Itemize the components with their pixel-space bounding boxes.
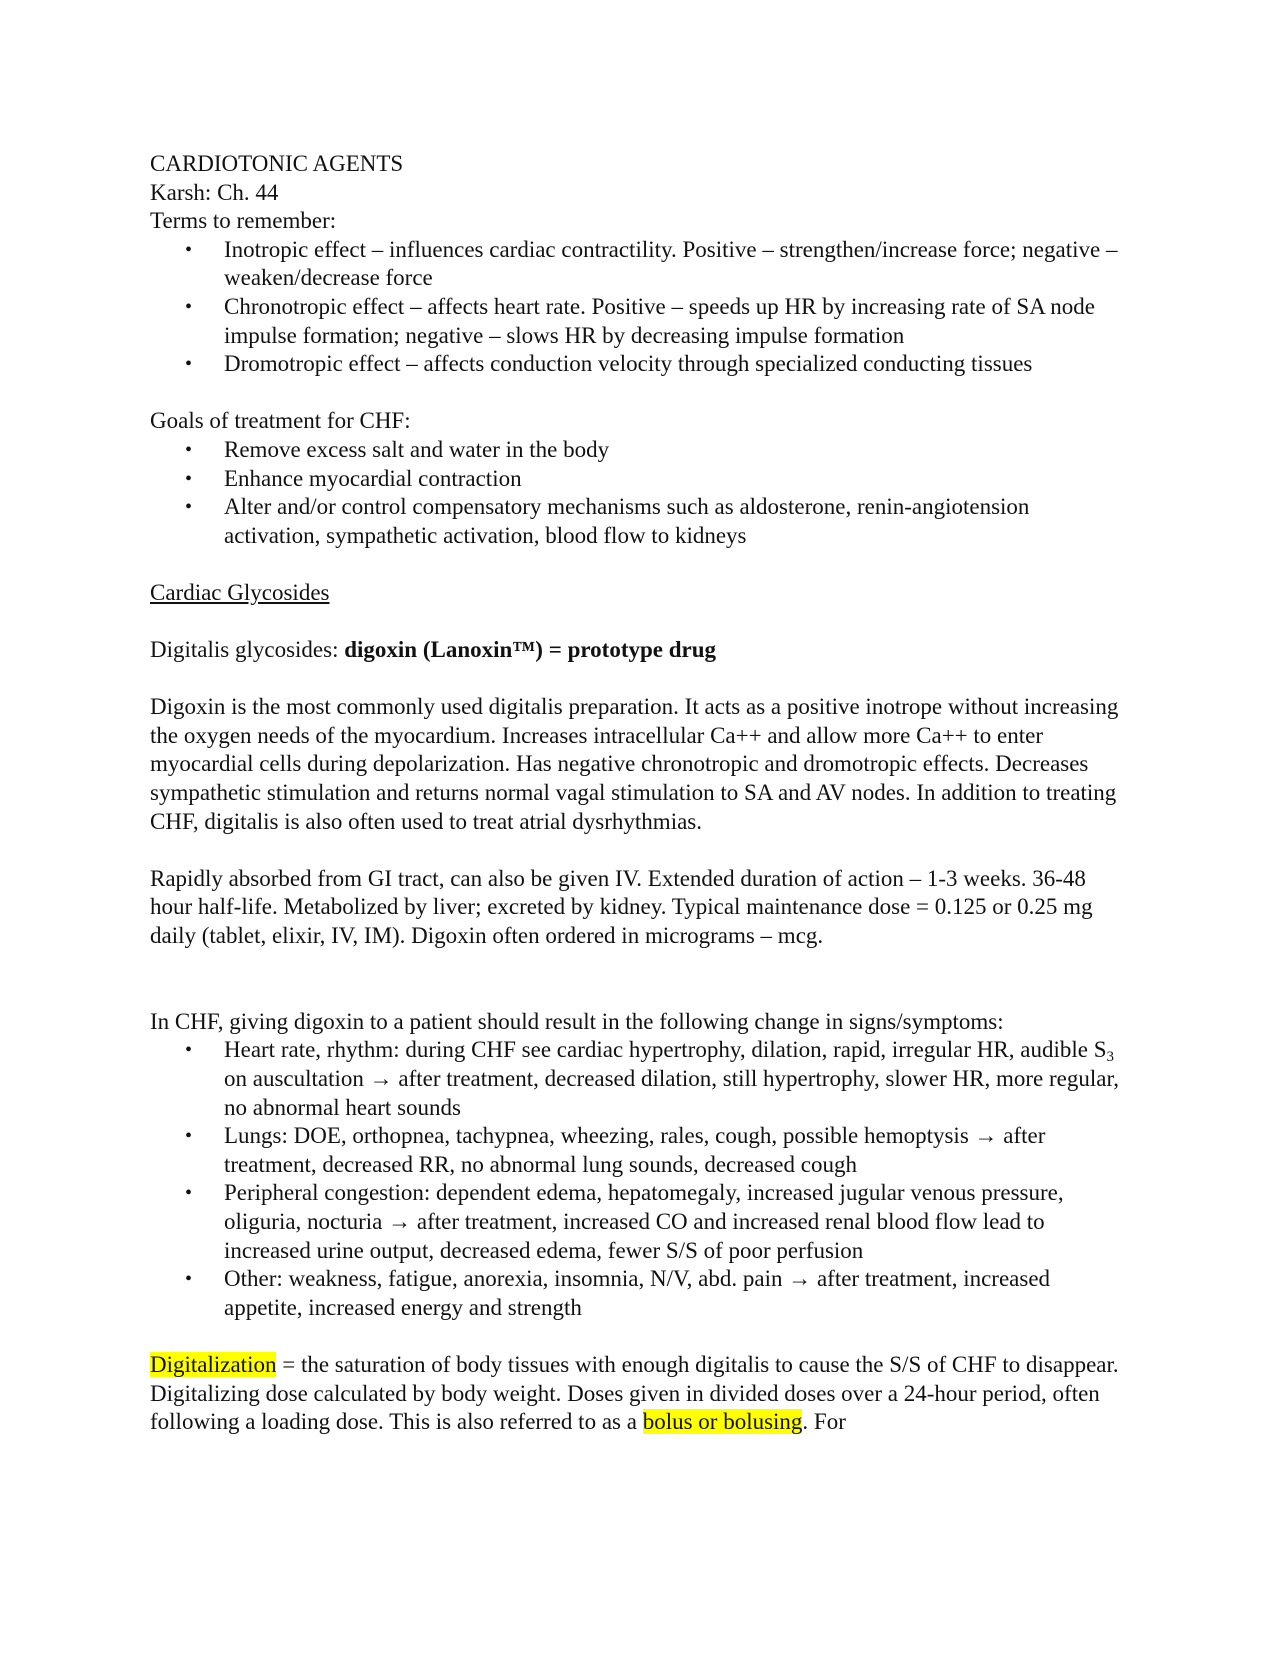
prototype-drug: digoxin (Lanoxin™) = prototype drug: [344, 637, 717, 663]
goals-heading: Goals of treatment for CHF:: [150, 408, 411, 434]
terms-list: [150, 236, 1130, 379]
list-item: • Chronotropic effect – affects heart rate. Positive – speeds up HR by increasing rate of SA node impulse formation; negative – slows HR by decreasing impulse formation: [185, 293, 1095, 348]
document-title: CARDIOTONIC AGENTS: [150, 151, 404, 176]
bullet-icon: •: [185, 1039, 193, 1062]
list-item: • Peripheral congestion: dependent edema, hepatomegaly, increased jugular venous pressure, oliguria, nocturia → after treatment, increased CO and increased renal blood flow lead to increased urine output, decreased edema, fewer S/S of poor perfusion: [185, 1180, 1064, 1263]
chf-signs-heading: In CHF, giving digoxin to a patient should result in the following change in signs/symptoms:: [150, 1008, 1004, 1034]
chf-signs-list: [150, 1036, 1130, 1322]
bullet-icon: •: [185, 295, 193, 318]
digoxin-paragraph: Digoxin is the most commonly used digitalis preparation. It acts as a positive inotrope without increasing the oxygen needs of the myocardium. Increases intracellular Ca++ and allow more Ca++ to enter myocardial cells during depolarization. Has negative chronotropic and dromotropic effects. Decreases sympathetic stimulation and returns normal vagal stimulation to SA and AV nodes. In addition to treating CHF, digitalis is also often used to treat atrial dysrhythmias.: [150, 694, 1119, 834]
right-arrow-icon: →: [788, 1266, 812, 1292]
right-arrow-icon: →: [974, 1123, 998, 1149]
digitalis-line: Digitalis glycosides: digoxin (Lanoxin™) = prototype drug: [150, 637, 717, 663]
terms-heading: Terms to remember:: [150, 208, 337, 234]
list-item: • Other: weakness, fatigue, anorexia, insomnia, N/V, abd. pain → after treatment, increased appetite, increased energy and strength: [185, 1266, 1051, 1320]
pharmacokinetics-paragraph: Rapidly absorbed from GI tract, can also be given IV. Extended duration of action – 1-3 weeks. 36-48 hour half-life. Metabolized by liver; excreted by kidney. Typical maintenance dose = 0.125 or 0.25 mg daily (tablet, elixir, IV, IM). Digoxin often ordered in micrograms – mcg.: [150, 865, 1093, 949]
bullet-icon: •: [185, 1125, 193, 1148]
chapter-reference: Karsh: Ch. 44: [150, 179, 279, 205]
right-arrow-icon: →: [369, 1066, 393, 1091]
list-item: • Alter and/or control compensatory mechanisms such as aldosterone, renin-angiotension activation, sympathetic activation, blood flow to kidneys: [185, 494, 1030, 548]
bullet-icon: •: [185, 1182, 193, 1205]
right-arrow-icon: →: [388, 1208, 412, 1234]
bullet-icon: •: [185, 467, 193, 490]
bullet-icon: •: [185, 438, 193, 461]
highlighted-term: Digitalization: [150, 1351, 277, 1377]
highlighted-bolus: bolus or bolusing: [642, 1409, 803, 1435]
list-item: • Inotropic effect – influences cardiac contractility. Positive – strengthen/increase force; negative – weaken/decrease force: [185, 236, 1118, 291]
list-item: • Enhance myocardial contraction: [150, 465, 1130, 494]
bullet-icon: •: [185, 1268, 193, 1291]
goals-list: [150, 436, 1130, 550]
bullet-icon: •: [185, 238, 193, 261]
digitalization-paragraph: Digitalization = the saturation of body tissues with enough digitalis to cause the S/S of CHF to disappear. Digitalizing dose calculated by body weight. Doses given in divided doses over a 24-hour period, often following a loading dose. This is also referred to as a bolus or bolusing. For: [150, 1351, 1119, 1435]
section-heading: Cardiac Glycosides: [150, 579, 330, 605]
bullet-icon: •: [185, 353, 193, 376]
list-item: • Heart rate, rhythm: during CHF see cardiac hypertrophy, dilation, rapid, irregular HR, audible $S_3$ on auscultation → after treatment, decreased dilation, still hypertrophy, slower HR, more regular, no abnormal heart sounds: [185, 1037, 1119, 1120]
document-page: [150, 150, 1130, 1437]
bullet-icon: •: [185, 496, 193, 519]
list-item: • Remove excess salt and water in the body: [150, 436, 1130, 465]
list-item: • Lungs: DOE, orthopnea, tachypnea, wheezing, rales, cough, possible hemoptysis → after treatment, decreased RR, no abnormal lung sounds, decreased cough: [185, 1123, 1046, 1177]
list-item: • Dromotropic effect – affects conduction velocity through specialized conducting tissues: [150, 350, 1130, 379]
